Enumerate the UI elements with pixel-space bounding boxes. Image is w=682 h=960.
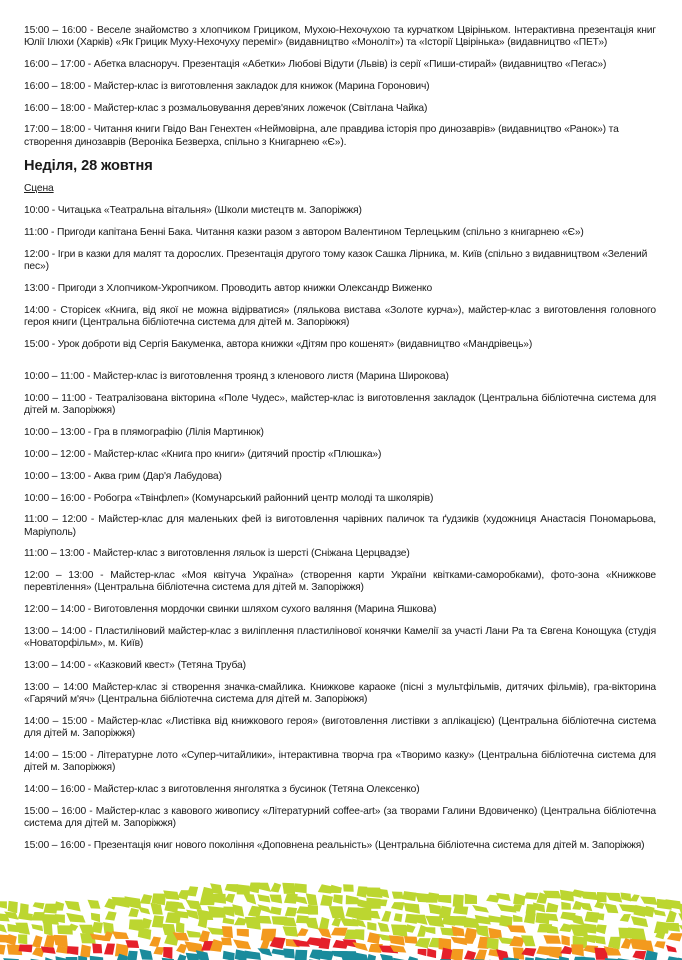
mosaic-tile (88, 900, 101, 909)
mosaic-tile (418, 949, 427, 956)
mosaic-tile (67, 946, 79, 955)
mosaic-tile (54, 901, 64, 910)
mosaic-tile (355, 929, 365, 940)
mosaic-footer-decoration (0, 878, 682, 960)
mosaic-tile (465, 928, 478, 938)
mosaic-tile (378, 922, 390, 932)
mosaic-tile (392, 892, 404, 899)
mosaic-tile (163, 890, 179, 900)
mosaic-tile (163, 947, 172, 959)
mosaic-tile (524, 892, 539, 899)
mosaic-tile (464, 950, 476, 960)
mosaic-tile (524, 913, 536, 924)
mosaic-tile (462, 937, 476, 944)
schedule-entry: 11:00 – 13:00 - Майстер-клас з виготовлення ляльок із шерсті (Сніжана Церцвадзе) (24, 548, 410, 560)
mosaic-tile (55, 956, 67, 960)
mosaic-tile (243, 894, 256, 905)
mosaic-tile (631, 916, 648, 927)
schedule-entry: 14:00 – 16:00 - Майстер-клас з виготовлення янголятка з бусинок (Тетяна Олексенко) (24, 783, 420, 795)
schedule-entry: 10:00 – 11:00 - Майстер-клас із виготовлення троянд з кленового листя (Марина Широкова) (24, 371, 449, 383)
mosaic-tile (426, 892, 439, 902)
schedule-entry: 10:00 – 11:00 - Театралізована вікторина «Поле Чудес», майстер-клас із виготовлення закладок (Центральна бібліотечна система для дітей м. Запоріжжя) (24, 393, 656, 417)
mosaic-tile (92, 943, 102, 953)
schedule-entry: 11:00 – 12:00 - Майстер-клас для маленьких фей із виготовлення чарівних паличок та ґудзиків (художниця Анастасія Пономарьова, Маріуполь) (24, 514, 656, 538)
workshop-list (24, 371, 656, 851)
mosaic-tile (90, 956, 104, 960)
mosaic-tile (91, 913, 100, 923)
schedule-entry: 15:00 - Урок доброти від Сергія Бакуменка, автора книжки «Дітям про кошенят» (видавництво «Мандрівець») (24, 338, 533, 350)
mosaic-tile (404, 936, 418, 944)
mosaic-tile (329, 906, 345, 918)
mosaic-tile (488, 928, 502, 939)
mosaic-tile (297, 928, 309, 936)
mosaic-tile (654, 941, 665, 949)
mosaic-tile (543, 935, 561, 944)
mosaic-tile (453, 894, 464, 906)
mosaic-tile (150, 903, 163, 915)
mosaic-tile (366, 898, 380, 909)
schedule-entry: 15:00 – 16:00 - Веселе знайомство з хлопчиком Грициком, Мухою-Нехочухою та курчатком Цвіріньком. Інтерактивна презентація книг Юлії Ілюхи (Харків) «Як Грицик Муху-Нехочуху переміг» (видавництво «Моноліт») та «Історії Цвірінька» (видавництво «ПЕТ») (24, 25, 656, 49)
stage-list (24, 205, 656, 351)
mosaic-tile (270, 907, 282, 916)
mosaic-tile (270, 883, 281, 893)
mosaic-tile (653, 909, 666, 916)
mosaic-tile (128, 908, 139, 917)
mosaic-tile (429, 904, 442, 915)
mosaic-tile (257, 894, 270, 902)
mosaic-tile (187, 931, 202, 938)
schedule-entry: 13:00 – 14:00 Майстер-клас зі створення значка-смайлика. Книжкове караоке (пісні з мультфільмів, дитячих фільмів), гра-вікторина «Гарячий м'яч» (Центральна бібліотечна система для дітей м. Запоріжжя) (24, 681, 656, 705)
mosaic-tile (513, 893, 525, 905)
mosaic-tile (91, 922, 103, 933)
mosaic-tile (475, 950, 487, 960)
schedule-entry: 10:00 – 13:00 - Аква грим (Дар'я Лабудова) (24, 470, 222, 482)
mosaic-tile (222, 926, 233, 938)
mosaic-tile (561, 902, 571, 910)
mosaic-tile (559, 956, 569, 960)
mosaic-tile (237, 929, 249, 937)
mosaic-tile (453, 906, 468, 915)
mosaic-tile (560, 890, 574, 902)
schedule-entry: 16:00 – 18:00 - Майстер-клас з розмальовування дерев'яних ложечок (Світлана Чайка) (24, 102, 428, 114)
mosaic-tile (295, 950, 308, 960)
mosaic-tile (332, 918, 342, 927)
mosaic-tile (176, 954, 186, 960)
mosaic-tile (294, 883, 306, 893)
mosaic-tile (138, 927, 152, 940)
mosaic-tile (306, 893, 318, 905)
mosaic-tile (465, 894, 477, 904)
mosaic-tile (283, 948, 295, 958)
mosaic-tile (149, 937, 161, 948)
saturday-tail-list (24, 25, 656, 149)
mosaic-tile (245, 951, 261, 960)
schedule-entry: 10:00 – 16:00 - Робогра «Твінфлеп» (Комунарський районний центр молоді та школярів) (24, 492, 434, 504)
mosaic-tile (450, 949, 463, 960)
mosaic-tile (65, 901, 81, 912)
schedule-entry: 17:00 – 18:00 - Читання книги Гвідо Ван Генехтен «Неймовірна, але правдива історія про динозаврів» (видавництво «Ранок») та створення динозаврів (Вероніка Безверха, спільно з Книгарнею «Є»). (24, 124, 619, 148)
mosaic-tile (115, 944, 129, 957)
mosaic-tile (391, 902, 405, 910)
mosaic-tile (389, 935, 405, 945)
mosaic-tile (304, 918, 319, 930)
mosaic-tile (404, 903, 420, 914)
mosaic-tile (644, 950, 657, 960)
mosaic-tile (343, 884, 354, 892)
mosaic-tile (233, 939, 251, 949)
mosaic-tile (270, 895, 283, 904)
mosaic-tile (354, 952, 368, 960)
schedule-entry: 14:00 – 15:00 - Літературне лото «Супер-читайлики», інтерактивна творча гра «Творимо казку» (Центральна бібліотечна система для дітей м. Запоріжжя) (24, 749, 656, 773)
mosaic-tile (330, 885, 342, 893)
schedule-entry: 16:00 – 17:00 - Абетка власноруч. Презентація «Абетки» Любові Відути (Львів) із серії «Пиши-стирай» (видавництво «Пегас») (24, 59, 607, 70)
mosaic-tile (198, 918, 208, 928)
mosaic-tile (604, 903, 618, 913)
mosaic-tile (186, 900, 202, 910)
mosaic-tile (54, 935, 68, 948)
mosaic-tile (545, 924, 558, 934)
mosaic-tile (223, 951, 235, 960)
schedule-entry: 15:00 – 16:00 - Майстер-клас з кавового живопису «Літературний coffee-art» (за творами Галини Вдовиченко) (Центральна бібліотечна система для дітей м. Запоріжжя) (24, 805, 656, 829)
mosaic-tile (511, 904, 522, 911)
mosaic-tile (32, 935, 43, 947)
schedule-entry: 14:00 – 15:00 - Майстер-клас «Листівка від книжкового героя» (виготовлення листівки з аплікацією) (Центральна бібліотечна система для дітей м. Запоріжжя) (24, 715, 656, 739)
mosaic-tile (320, 895, 333, 907)
mosaic-tile (176, 922, 185, 934)
mosaic-tile (282, 883, 295, 894)
mosaic-tile (105, 911, 117, 920)
mosaic-tile (225, 884, 238, 892)
mosaic-tile (605, 893, 622, 903)
mosaic-tile (417, 925, 427, 937)
mosaic-tile (666, 945, 677, 953)
mosaic-tile (472, 905, 489, 913)
mosaic-tile (507, 925, 526, 933)
mosaic-tile (583, 923, 596, 933)
mosaic-tile (31, 924, 43, 931)
schedule-entry: 12:00 - Ігри в казки для малят та дорослих. Презентація другого тому казок Сашка Лірника, м. Київ (спільно з видавництвом «Зелений пес») (24, 248, 648, 272)
mosaic-tile (571, 944, 584, 956)
mosaic-tile (380, 954, 394, 960)
mosaic-tile (513, 915, 523, 922)
mosaic-tile (666, 956, 680, 960)
mosaic-tile (225, 894, 236, 903)
mosaic-tile (285, 907, 297, 916)
mosaic-tile (426, 927, 436, 934)
mosaic-tile (331, 928, 348, 936)
mosaic-tile (640, 897, 658, 906)
schedule-entry: 13:00 - Пригоди з Хлопчиком-Укропчиком. Проводить автор книжки Олександр Виженко (24, 282, 433, 294)
mosaic-tile (104, 943, 115, 954)
mosaic-tile (44, 935, 55, 948)
mosaic-tile (579, 891, 599, 900)
mosaic-tile (678, 913, 682, 925)
mosaic-tile (8, 901, 18, 913)
mosaic-tile (630, 894, 640, 901)
schedule-entry: 16:00 – 18:00 - Майстер-клас із виготовлення закладок для книжок (Марина Горонович) (24, 80, 430, 92)
schedule-entry: 10:00 - Читацька «Театральна вітальня» (Школи мистецтв м. Запоріжжя) (24, 205, 362, 217)
mosaic-tile (18, 934, 27, 944)
mosaic-tile (138, 907, 150, 915)
mosaic-tile (33, 902, 45, 909)
mosaic-tile (666, 910, 677, 922)
mosaic-tile (621, 893, 632, 902)
schedule-entry: 15:00 – 16:00 - Презентація книг нового покоління «Доповнена реальність» (Центральна бібліотечна система для дітей м. Запоріжжя) (24, 839, 645, 851)
mosaic-tile (80, 945, 91, 958)
mosaic-tile (561, 935, 569, 946)
mosaic-tile (0, 944, 6, 954)
mosaic-tile (381, 911, 391, 922)
mosaic-tile (621, 938, 632, 949)
mosaic-tile (19, 945, 33, 953)
mosaic-tile (438, 895, 451, 903)
mosaic-tile (402, 891, 416, 901)
mosaic-tile (452, 926, 465, 936)
mosaic-tile (427, 948, 436, 958)
schedule-entry: 12:00 – 13:00 - Майстер-клас «Моя квітуча Україна» (створення карти України квітками-саморобками), фото-зона «Книжкове перевтілення» (Центральна бібліотечна система для дітей м. Запоріжжя) (24, 570, 656, 594)
schedule-entry: 14:00 - Сторісек «Книга, від якої не можна відірватися» (лялькова вистава «Золоте курча»), майстер-клас з виготовлення головного героя книги (Центральна бібліотечна система для дітей м. Запоріжжя) (24, 304, 656, 328)
mosaic-tile (318, 928, 332, 938)
mosaic-tile (394, 913, 403, 922)
mosaic-tile (283, 926, 299, 936)
schedule-entry: 13:00 – 14:00 - «Казковий квест» (Тетяна Труба) (24, 659, 246, 671)
mosaic-tile (628, 928, 646, 941)
mosaic-tile (0, 922, 7, 932)
section-label-stage: Сцена (24, 183, 54, 195)
schedule-entry: 13:00 – 14:00 - Пластиліновий майстер-клас з виліплення пластилінової конячки Камелії за участі Лани Ра та Євгена Конощука (студія «Новаторфільм», м. Київ) (24, 625, 656, 650)
mosaic-tile (667, 923, 680, 932)
mosaic-tile (319, 917, 329, 929)
mosaic-tile (367, 922, 376, 931)
schedule-entry: 12:00 – 14:00 - Виготовлення мордочки свинки шляхом сухого валяння (Марина Яшкова) (24, 604, 437, 616)
mosaic-tile (594, 936, 606, 945)
mosaic-tile (632, 951, 646, 960)
mosaic-tile (139, 949, 152, 960)
schedule-entry: 11:00 - Пригоди капітана Бенні Бака. Читання казки разом з автором Валентином Терлецьким (спільно з книгарнею «Є») (24, 226, 584, 238)
section-gap (24, 360, 656, 371)
mosaic-tile (546, 903, 558, 913)
mosaic-tile (186, 886, 198, 896)
mosaic-tile (595, 924, 607, 934)
mosaic-tile (18, 912, 33, 921)
mosaic-tile (333, 894, 343, 904)
mosaic-tile (140, 894, 152, 904)
mosaic-tile (597, 892, 607, 902)
mosaic-tile (308, 905, 318, 915)
mosaic-tile (153, 947, 164, 955)
mosaic-tile (221, 938, 232, 946)
mosaic-tile (594, 902, 604, 910)
mosaic-tile (237, 884, 250, 894)
mosaic-tile (0, 901, 7, 909)
mosaic-tile (43, 923, 53, 936)
mosaic-tile (152, 915, 164, 928)
mosaic-tile (620, 914, 631, 922)
mosaic-tile (223, 918, 235, 925)
mosaic-tile (176, 944, 187, 954)
schedule-entry: 10:00 – 12:00 - Майстер-клас «Книга про книги» (дитячий простір «Плюшка») (24, 448, 382, 460)
mosaic-tile (415, 938, 431, 948)
mosaic-tile (210, 939, 224, 952)
mosaic-tile (66, 913, 86, 923)
schedule-entry: 10:00 – 13:00 - Гра в плямографію (Лілія Мартинюк) (24, 427, 264, 439)
mosaic-tile (112, 931, 129, 939)
mosaic-tile (667, 933, 682, 941)
program-content (24, 25, 656, 861)
mosaic-tile (476, 926, 489, 938)
mosaic-tile (127, 951, 138, 960)
day-heading: Неділя, 28 жовтня (24, 158, 153, 175)
